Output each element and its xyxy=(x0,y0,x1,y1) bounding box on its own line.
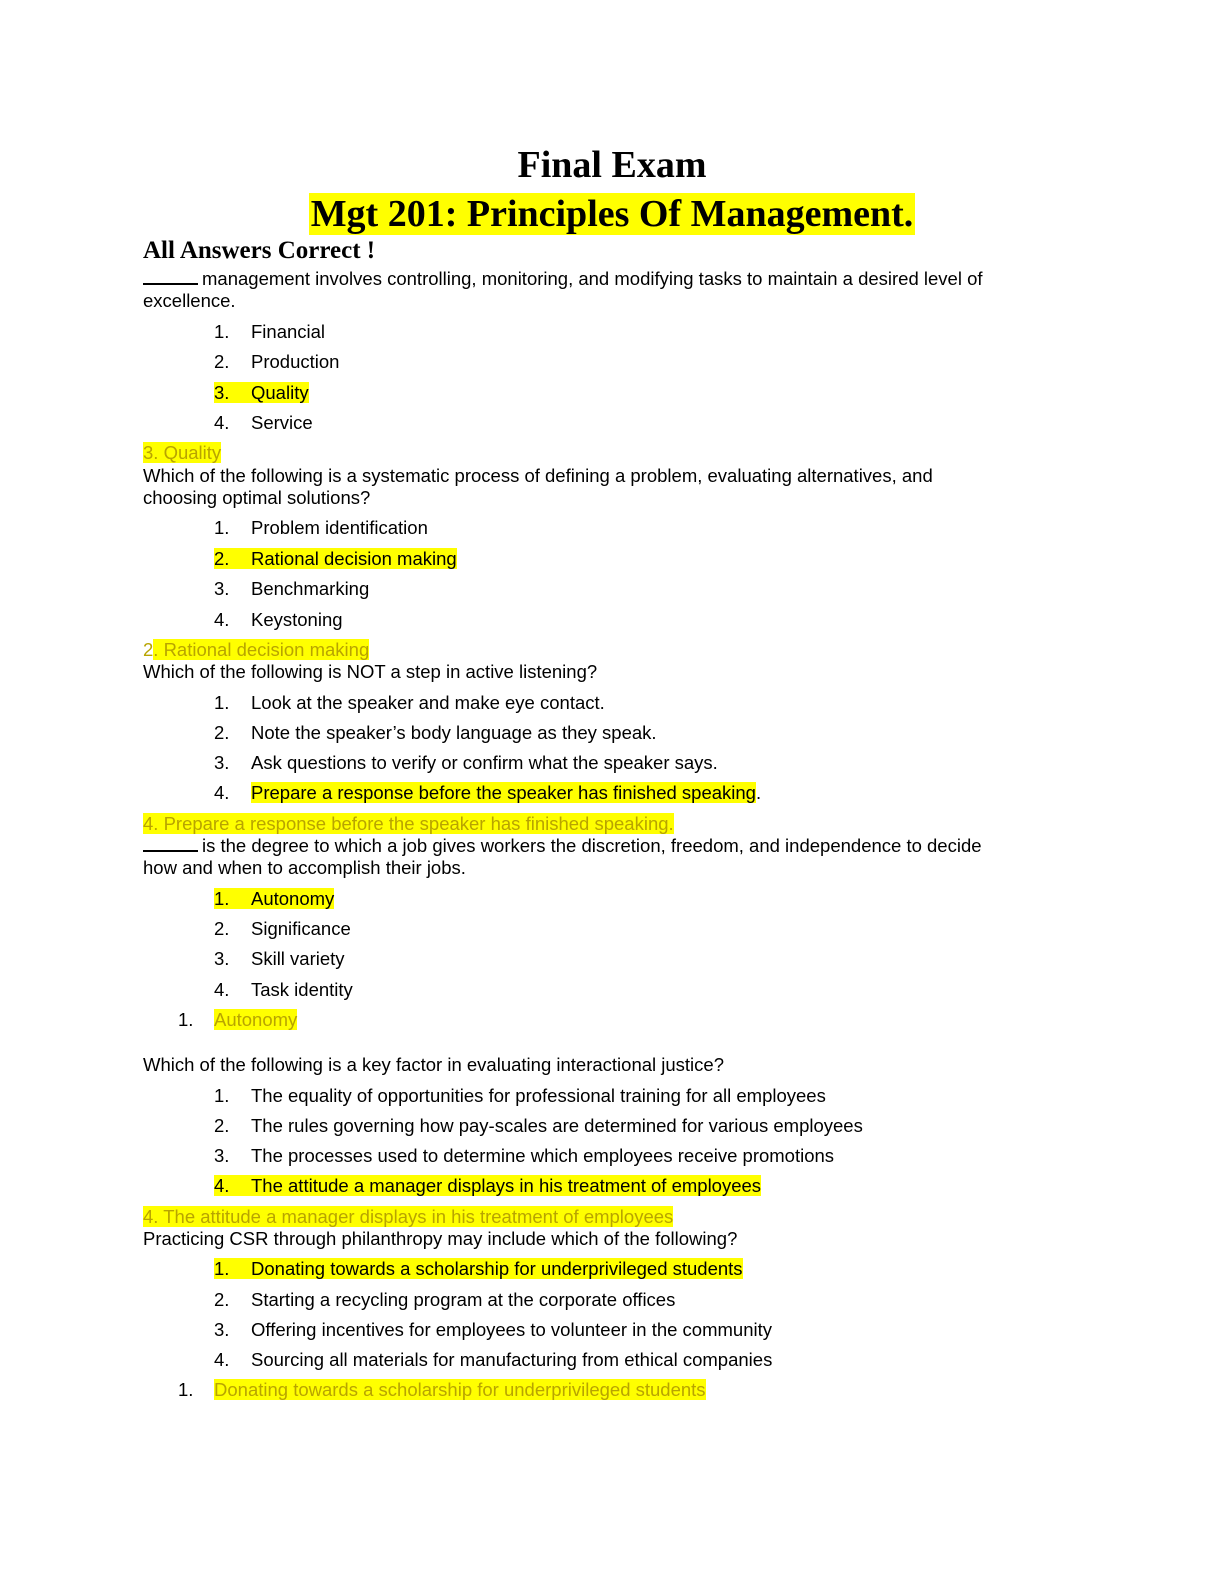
question-2-answer: 2. Rational decision making xyxy=(143,639,370,660)
question-3-option-4: 4. Prepare a response before the speaker has finished speaking. xyxy=(214,782,762,803)
question-4-answer: 1. Autonomy xyxy=(178,1009,298,1030)
question-4-option-1: 1. Autonomy xyxy=(214,888,335,909)
question-4-stem: is the degree to which a job gives workers the discretion, freedom, and independence to decide xyxy=(143,835,1063,857)
question-3-option-1: 1. Look at the speaker and make eye contact. xyxy=(214,692,605,713)
question-6-answer: 1. Donating towards a scholarship for underprivileged students xyxy=(178,1379,706,1400)
course-title xyxy=(0,191,1224,237)
question-4-stem-cont: how and when to accomplish their jobs. xyxy=(143,857,466,878)
question-2-option-1: 1. Problem identification xyxy=(214,517,428,538)
question-4-option-4: 4. Task identity xyxy=(214,979,353,1000)
question-5-option-3: 3. The processes used to determine which employees receive promotions xyxy=(214,1145,835,1166)
exam-title: Final Exam xyxy=(517,144,707,186)
blank-underline xyxy=(143,836,198,852)
question-1-option-1: 1. Financial xyxy=(214,321,326,342)
question-5-stem: Which of the following is a key factor in evaluating interactional justice? xyxy=(143,1054,724,1075)
question-3-option-2: 2. Note the speaker’s body language as they speak. xyxy=(214,722,657,743)
question-5-answer: 4. The attitude a manager displays in his treatment of employees xyxy=(143,1206,674,1227)
question-1-stem: management involves controlling, monitoring, and modifying tasks to maintain a desired level of xyxy=(143,268,1063,290)
question-3-stem: Which of the following is NOT a step in active listening? xyxy=(143,661,598,682)
question-6-option-3: 3. Offering incentives for employees to volunteer in the community xyxy=(214,1319,772,1340)
question-1-option-4: 4. Service xyxy=(214,412,313,433)
question-5-option-1: 1. The equality of opportunities for professional training for all employees xyxy=(214,1085,826,1106)
question-2-option-4: 4. Keystoning xyxy=(214,609,343,630)
question-6-stem: Practicing CSR through philanthropy may include which of the following? xyxy=(143,1228,738,1249)
question-1-option-2: 2. Production xyxy=(214,351,340,372)
question-6-option-1: 1. Donating towards a scholarship for underprivileged students xyxy=(214,1258,743,1279)
question-4-option-3: 3. Skill variety xyxy=(214,948,345,969)
question-1-answer: 3. Quality xyxy=(143,442,222,463)
question-6-option-4: 4. Sourcing all materials for manufacturing from ethical companies xyxy=(214,1349,773,1370)
question-2-stem-cont: choosing optimal solutions? xyxy=(143,487,371,508)
course-title-text: Mgt 201: Principles Of Management. xyxy=(310,193,914,235)
question-3-answer: 4. Prepare a response before the speaker has finished speaking. xyxy=(143,813,674,834)
question-2-option-2: 2. Rational decision making xyxy=(214,548,457,569)
question-2-option-3: 3. Benchmarking xyxy=(214,578,370,599)
question-5-option-4: 4. The attitude a manager displays in his treatment of employees xyxy=(214,1175,762,1196)
question-2-stem: Which of the following is a systematic process of defining a problem, evaluating alternatives, and xyxy=(143,465,933,486)
question-1-option-3: 3. Quality xyxy=(214,382,309,403)
blank-underline xyxy=(143,269,198,285)
question-6-option-2: 2. Starting a recycling program at the corporate offices xyxy=(214,1289,676,1310)
question-1-stem-cont: excellence. xyxy=(143,290,236,311)
answers-heading: All Answers Correct ! xyxy=(143,237,376,264)
question-3-option-3: 3. Ask questions to verify or confirm what the speaker says. xyxy=(214,752,718,773)
question-4-option-2: 2. Significance xyxy=(214,918,351,939)
question-5-option-2: 2. The rules governing how pay-scales are determined for various employees xyxy=(214,1115,863,1136)
